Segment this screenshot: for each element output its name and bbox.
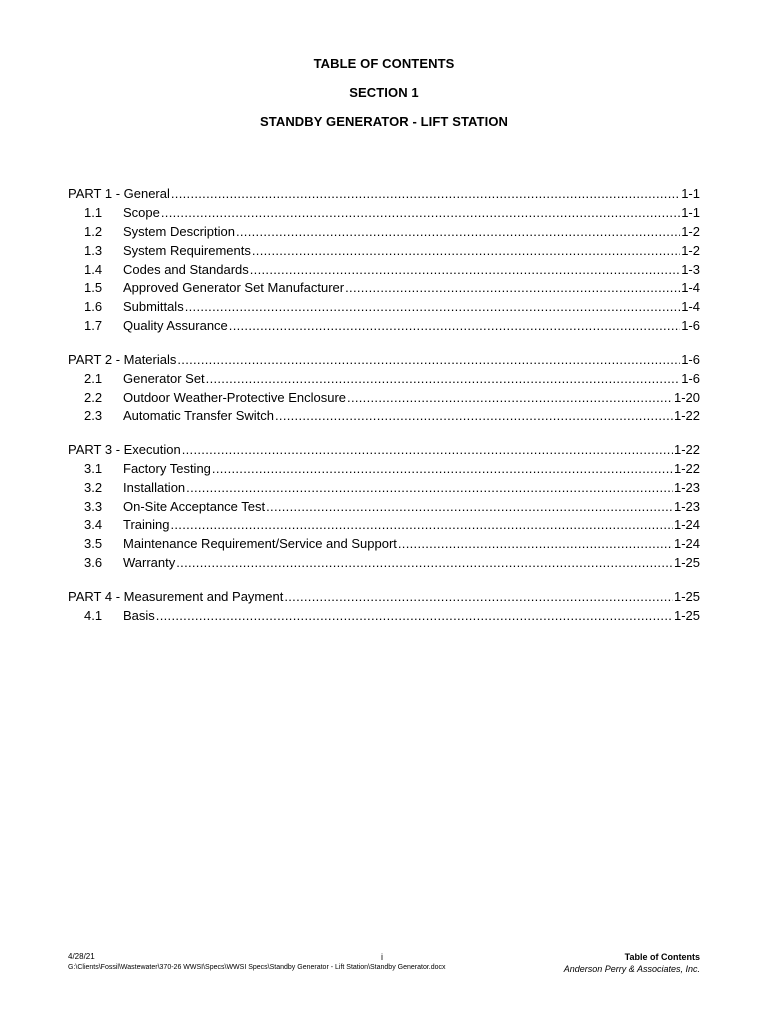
- toc-item-title: Submittals: [123, 299, 184, 315]
- toc-dot-leader: [171, 185, 680, 204]
- toc-dot-leader: [345, 279, 680, 298]
- toc-page-number: 1-6: [681, 351, 700, 367]
- toc-dot-leader: [177, 351, 680, 370]
- toc-item-title: Approved Generator Set Manufacturer: [123, 280, 345, 296]
- toc-item-number: 3.6: [84, 555, 103, 571]
- toc-page-number: 1-24: [673, 536, 700, 552]
- toc-part-title: PART 4 - Measurement and Payment: [68, 588, 284, 604]
- toc-item-title: Installation: [123, 479, 186, 495]
- toc-part-group: [68, 185, 700, 336]
- toc-dot-leader: [284, 588, 673, 607]
- section-heading: SECTION 1: [349, 85, 419, 100]
- toc-part-title: PART 1 - General: [68, 186, 170, 201]
- toc-item-row[interactable]: [68, 261, 700, 280]
- toc-page-number: 1-6: [681, 318, 700, 334]
- toc-item-row[interactable]: [68, 223, 700, 242]
- toc-item-row[interactable]: [68, 298, 700, 317]
- toc-dot-leader: [398, 535, 673, 554]
- toc-page-number: 1-2: [681, 223, 700, 239]
- toc-part-row[interactable]: [68, 588, 700, 607]
- toc-page-number: 1-25: [673, 607, 700, 623]
- toc-item-row[interactable]: [68, 498, 700, 517]
- toc-dot-leader: [182, 441, 673, 460]
- toc-item-title: Maintenance Requirement/Service and Support: [123, 536, 397, 552]
- toc-item-title: System Requirements: [123, 242, 251, 258]
- toc-heading: TABLE OF CONTENTS: [313, 56, 455, 71]
- toc-item-title: Codes and Standards: [123, 261, 249, 277]
- toc-page-number: 1-22: [673, 441, 700, 457]
- toc-part-row[interactable]: [68, 185, 700, 204]
- footer-date: 4/28/21: [68, 952, 95, 961]
- toc-page-number: 1-6: [681, 370, 700, 386]
- toc-item-title: Automatic Transfer Switch: [123, 408, 274, 424]
- toc-page-number: 1-2: [681, 242, 700, 258]
- toc-item-number: 1.2: [84, 223, 103, 239]
- toc-part-group: [68, 441, 700, 573]
- toc-item-row[interactable]: [68, 204, 700, 223]
- toc-item-row[interactable]: [68, 242, 700, 261]
- toc-item-number: 1.4: [84, 261, 103, 277]
- toc-item-number: 1.5: [84, 280, 103, 296]
- toc-item-number: 1.6: [84, 299, 103, 315]
- toc-item-row[interactable]: [68, 607, 700, 626]
- toc-item-title: Quality Assurance: [123, 318, 228, 334]
- toc-item-row[interactable]: [68, 370, 700, 389]
- toc-page-number: 1-23: [673, 479, 700, 495]
- toc-page-number: 1-1: [681, 186, 700, 201]
- toc-item-title: Warranty: [123, 555, 176, 571]
- section-subtitle: STANDBY GENERATOR - LIFT STATION: [259, 114, 509, 129]
- toc-item-row[interactable]: [68, 279, 700, 298]
- toc-part-title: PART 3 - Execution: [68, 441, 181, 457]
- toc-part-group: [68, 588, 700, 626]
- table-of-contents: [68, 185, 700, 640]
- toc-page-number: 1-3: [681, 261, 700, 277]
- toc-dot-leader: [250, 261, 680, 280]
- footer-file-path: G:\Clients\Fossil\Wastewater\370-26 WWSI\Specs\WWSI Specs\Standby Generator - Lift Station\Standby Generator.docx: [68, 964, 446, 971]
- toc-item-title: Outdoor Weather-Protective Enclosure: [123, 389, 347, 405]
- toc-part-group: [68, 351, 700, 427]
- toc-dot-leader: [347, 389, 673, 408]
- toc-item-number: 3.2: [84, 479, 103, 495]
- toc-item-title: Basis: [123, 607, 155, 623]
- toc-item-row[interactable]: [68, 535, 700, 554]
- toc-dot-leader: [161, 204, 680, 223]
- toc-item-number: 3.5: [84, 536, 103, 552]
- toc-item-title: Generator Set: [123, 370, 205, 386]
- toc-dot-leader: [176, 554, 673, 573]
- toc-page-number: 1-1: [681, 204, 700, 220]
- toc-page-number: 1-25: [673, 555, 700, 571]
- toc-item-row[interactable]: [68, 516, 700, 535]
- toc-item-row[interactable]: [68, 460, 700, 479]
- toc-dot-leader: [156, 607, 673, 626]
- toc-page-number: 1-25: [673, 588, 700, 604]
- toc-item-number: 1.1: [84, 204, 103, 220]
- toc-item-row[interactable]: [68, 479, 700, 498]
- toc-page-number: 1-4: [681, 280, 700, 296]
- footer-section-name: Table of Contents: [624, 952, 700, 962]
- toc-item-number: 1.7: [84, 318, 103, 334]
- toc-item-number: 3.4: [84, 517, 103, 533]
- footer-page-number: i: [381, 952, 383, 962]
- toc-page-number: 1-24: [673, 517, 700, 533]
- toc-dot-leader: [252, 242, 680, 261]
- toc-page-number: 1-22: [673, 408, 700, 424]
- toc-dot-leader: [236, 223, 680, 242]
- toc-item-title: System Description: [123, 223, 235, 239]
- toc-item-number: 1.3: [84, 242, 103, 258]
- toc-dot-leader: [229, 317, 680, 336]
- toc-item-title: Factory Testing: [123, 460, 211, 476]
- toc-item-row[interactable]: [68, 317, 700, 336]
- toc-item-number: 3.3: [84, 498, 103, 514]
- toc-item-title: Scope: [123, 204, 160, 220]
- footer-firm-name: Anderson Perry & Associates, Inc.: [563, 964, 700, 974]
- toc-item-number: 3.1: [84, 460, 103, 476]
- toc-item-row[interactable]: [68, 407, 700, 426]
- toc-page-number: 1-23: [673, 498, 700, 514]
- toc-dot-leader: [206, 370, 681, 389]
- toc-page-number: 1-4: [681, 299, 700, 315]
- toc-item-number: 2.1: [84, 370, 103, 386]
- toc-dot-leader: [185, 298, 681, 317]
- toc-page-number: 1-20: [673, 389, 700, 405]
- toc-part-row[interactable]: [68, 441, 700, 460]
- toc-part-row[interactable]: [68, 351, 700, 370]
- toc-item-number: 2.2: [84, 389, 103, 405]
- toc-item-number: 2.3: [84, 408, 103, 424]
- toc-dot-leader: [275, 407, 673, 426]
- toc-page-number: 1-22: [673, 460, 700, 476]
- toc-part-title: PART 2 - Materials: [68, 351, 177, 367]
- toc-item-row[interactable]: [68, 554, 700, 573]
- toc-dot-leader: [212, 460, 673, 479]
- toc-item-row[interactable]: [68, 389, 700, 408]
- toc-dot-leader: [170, 516, 672, 535]
- toc-dot-leader: [266, 498, 673, 517]
- toc-item-title: Training: [123, 517, 170, 533]
- toc-dot-leader: [186, 479, 673, 498]
- toc-item-number: 4.1: [84, 607, 103, 623]
- toc-item-title: On-Site Acceptance Test: [123, 498, 266, 514]
